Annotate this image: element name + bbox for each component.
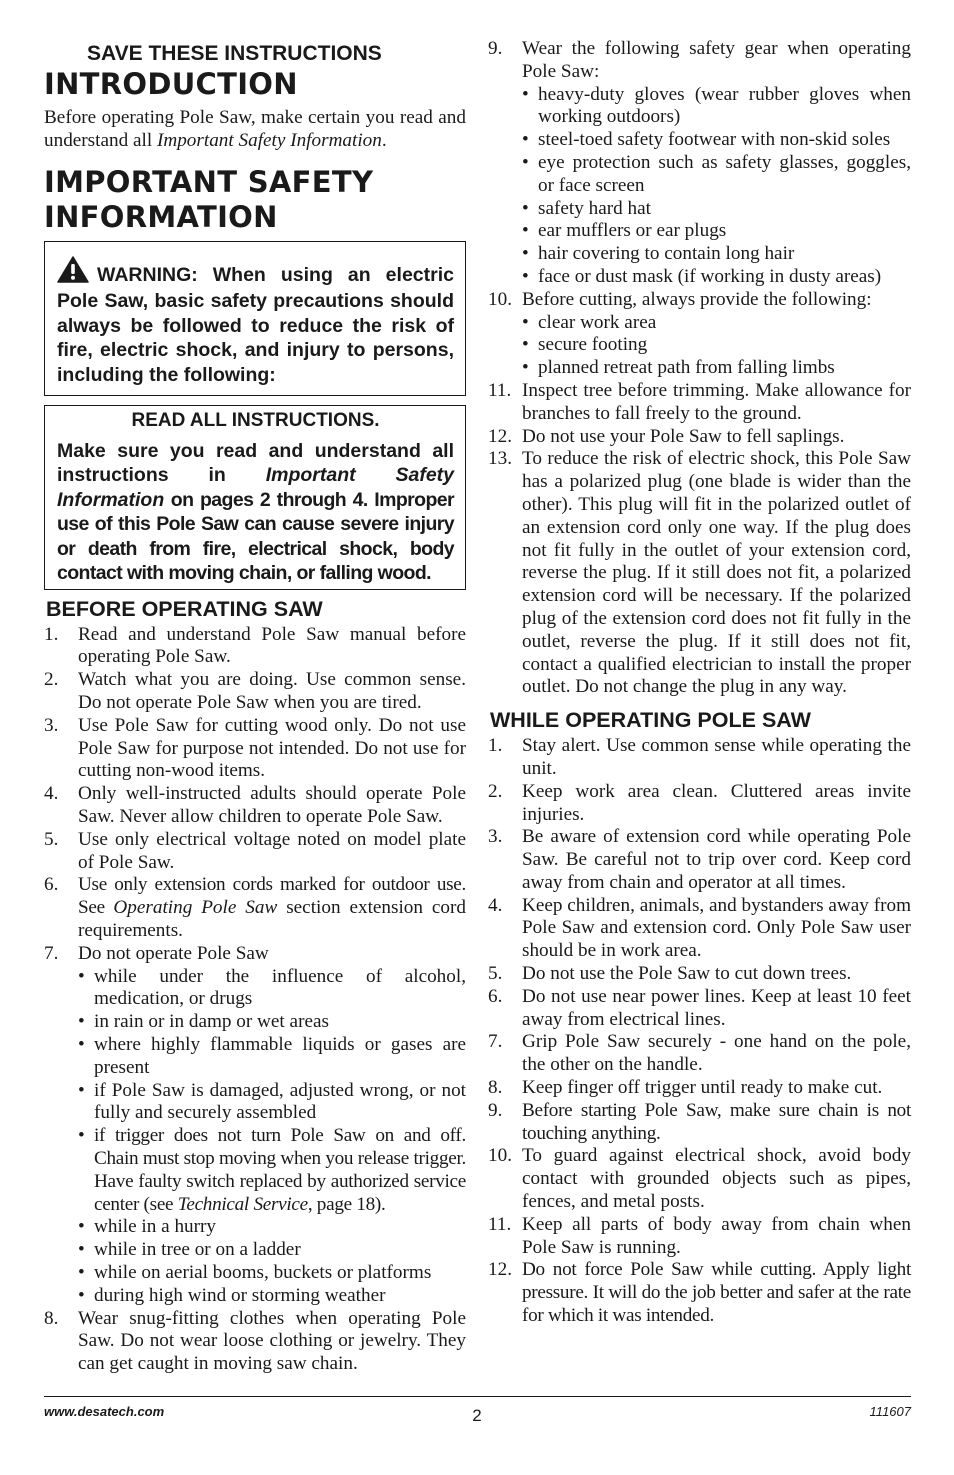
item-number: 10. (488, 288, 512, 310)
safety-title-line1: IMPORTANT SAFETY (44, 164, 374, 199)
bullet-text: if trigger does not turn Pole Saw on and off. Chain must stop moving when you release trigger. Have faulty switch replaced by authorized service center (see (94, 1125, 466, 1215)
item-number: 5. (44, 828, 59, 850)
item-text: Keep children, animals, and bystanders away from Pole Saw and extension cord. Only Pole Saw user should be in work area. (522, 894, 911, 962)
item-number: 12. (488, 1259, 512, 1281)
bullet-item: • while in tree or on a ladder (78, 1239, 466, 1262)
list-item (488, 1145, 911, 1213)
list-item (44, 715, 466, 783)
before-operating-list (44, 624, 466, 1376)
item-text-end: section extension cord requirements. (78, 897, 466, 941)
bullet-list (522, 84, 911, 289)
bullet-item: • heavy-duty gloves (wear rubber gloves when working outdoors) (522, 84, 911, 130)
item-text: Keep finger off trigger until ready to make cut. (522, 1077, 883, 1099)
item-number: 8. (44, 1307, 59, 1329)
list-item (488, 826, 911, 894)
item-number: 8. (488, 1077, 503, 1099)
bullet-list (78, 966, 466, 1308)
item-text: Do not use your Pole Saw to fell saplings. (522, 425, 845, 447)
item-number: 2. (488, 780, 503, 802)
item-text: Do not use near power lines. Keep at least 10 feet away from electrical lines. (522, 985, 911, 1030)
bullet-item: • hair covering to contain long hair (522, 243, 911, 266)
item-text-italic: Operating Pole Saw (113, 897, 278, 919)
item-number: 11. (488, 1213, 512, 1235)
item-number: 1. (488, 735, 503, 757)
list-item (488, 1259, 911, 1327)
bullet-item: • eye protection such as safety glasses, goggles, or face screen (522, 152, 911, 198)
item-number: 3. (488, 826, 503, 848)
item-text: Watch what you are doing. Use common sense. Do not operate Pole Saw when you are tired. (78, 669, 466, 713)
list-item (488, 735, 911, 781)
warning-triangle-icon (57, 256, 89, 290)
item-text: Before starting Pole Saw, make sure chain is not touching anything. (522, 1099, 911, 1144)
bullet-item: • steel-toed safety footwear with non-skid soles (522, 129, 911, 152)
item-number: 6. (44, 874, 59, 896)
bullet-item: • while under the influence of alcohol, medication, or drugs (78, 966, 466, 1012)
list-item (488, 1100, 911, 1146)
while-operating-list (488, 735, 911, 1328)
item-number: 10. (488, 1145, 512, 1167)
item-text: Inspect tree before trimming. Make allowance for branches to fall freely to the ground. (522, 379, 911, 424)
while-operating-heading: WHILE OPERATING POLE SAW (490, 708, 811, 733)
bullet-item: • where highly flammable liquids or gases are present (78, 1034, 466, 1080)
bullet-item: • clear work area (522, 312, 911, 335)
bullet-item: • face or dust mask (if working in dusty areas) (522, 266, 911, 289)
bullet-item: • if Pole Saw is damaged, adjusted wrong, or not fully and securely assembled (78, 1080, 466, 1126)
list-item (488, 1031, 911, 1077)
item-text: Before cutting, always provide the following: (522, 288, 872, 310)
read-text-end: on pages 2 through 4. Improper use of this Pole Saw can cause severe injury or death from fire, electrical shock, body contact with moving chain, or falling wood. (57, 488, 454, 585)
before-operating-list-continued (488, 38, 911, 699)
footer-code: 111607 (869, 1404, 911, 1419)
list-item (44, 874, 466, 942)
page-number: 2 (472, 1406, 482, 1425)
bullet-item: • during high wind or storming weather (78, 1285, 466, 1308)
list-item (488, 1214, 911, 1260)
introduction-text (44, 107, 466, 153)
list-item (488, 38, 911, 289)
list-item (488, 1077, 911, 1100)
list-item (488, 963, 911, 986)
item-text: Stay alert. Use common sense while operating the unit. (522, 735, 911, 779)
bullet-item: • while in a hurry (78, 1216, 466, 1239)
item-text: To reduce the risk of electric shock, this Pole Saw has a polarized plug (one blade is wider than the other). This plug will fit in the polarized outlet of an extension cord only one way. If the plug does not fit fully in the outlet of your extension cord, reverse the plug. If it still does not fit, a polarized extension cord will be necessary. If the polarized plug of the extension cord does not fit fully in the outlet, reverse the plug. If it still does not fit, contact a qualified electrician to install the proper outlet. Do not change the plug in any way. (522, 448, 911, 698)
read-instructions-text (57, 439, 454, 586)
item-number: 12. (488, 425, 512, 447)
item-text: Use only electrical voltage noted on model plate of Pole Saw. (78, 828, 466, 873)
item-number: 11. (488, 379, 512, 401)
item-text: Keep work area clean. Cluttered areas invite injuries. (522, 780, 911, 825)
introduction-title: INTRODUCTION (44, 67, 298, 101)
list-item (488, 289, 911, 380)
list-item (44, 669, 466, 715)
bullet-item (78, 1125, 466, 1216)
item-text: Grip Pole Saw securely - one hand on the pole, the other on the handle. (522, 1031, 911, 1076)
intro-text-italic: Important Safety Information (156, 129, 382, 151)
item-number: 7. (44, 942, 59, 964)
item-text: Do not use the Pole Saw to cut down trees. (522, 963, 852, 985)
read-instructions-title: READ ALL INSTRUCTIONS. (131, 410, 380, 432)
item-text: Read and understand Pole Saw manual before operating Pole Saw. (78, 623, 466, 668)
list-item (44, 624, 466, 670)
list-item (44, 1308, 466, 1376)
intro-text-part: Before operating Pole Saw, make certain you read and understand all (44, 107, 466, 151)
list-item (44, 783, 466, 829)
item-text: To guard against electrical shock, avoid body contact with grounded objects such as pipes, fences, and metal posts. (522, 1145, 911, 1213)
item-text: Keep all parts of body away from chain when Pole Saw is running. (522, 1213, 911, 1258)
item-number: 1. (44, 623, 59, 645)
bullet-item: • in rain or in damp or wet areas (78, 1011, 466, 1034)
warning-text: WARNING: When using an electric Pole Saw, basic safety precautions should always be followed to reduce the risk of fire, electric shock, and injury to persons, including the following: (57, 263, 454, 386)
item-text: Wear snug-fitting clothes when operating Pole Saw. Do not wear loose clothing or jewelry. They can get caught in moving saw chain. (78, 1307, 466, 1375)
save-instructions-heading: SAVE THESE INSTRUCTIONS (87, 42, 382, 65)
item-number: 2. (44, 669, 59, 691)
list-item (44, 943, 466, 1308)
item-number: 9. (488, 38, 503, 59)
item-number: 5. (488, 963, 503, 985)
list-item (488, 895, 911, 963)
list-item (44, 829, 466, 875)
item-text: Use Pole Saw for cutting wood only. Do not use Pole Saw for purpose not intended. Do not use for cutting non-wood items. (78, 714, 466, 782)
safety-title-line2: INFORMATION (44, 199, 278, 234)
item-text: Use only extension cords marked for outdoor use. See (78, 874, 466, 919)
item-number: 9. (488, 1099, 503, 1121)
read-text-italic: Important Safety Information (57, 464, 455, 511)
list-item (488, 448, 911, 699)
right-column (488, 38, 911, 1328)
list-item (488, 986, 911, 1032)
bullet-text-end: , page 18). (307, 1193, 386, 1215)
read-text-part: Make sure you read and understand all instructions in (57, 439, 454, 487)
item-number: 13. (488, 448, 512, 470)
item-text: Do not operate Pole Saw (78, 942, 269, 964)
before-operating-heading: BEFORE OPERATING SAW (46, 596, 323, 621)
bullet-item: • safety hard hat (522, 198, 911, 221)
item-number: 4. (44, 783, 59, 805)
list-item (488, 426, 911, 449)
item-text: Be aware of extension cord while operating Pole Saw. Be careful not to trip over cord. Keep cord away from chain and operator at all times. (522, 826, 911, 893)
item-number: 3. (44, 714, 59, 736)
item-number: 6. (488, 985, 503, 1007)
bullet-item: • planned retreat path from falling limbs (522, 357, 911, 380)
footer-divider (44, 1396, 911, 1397)
bullet-item: • ear mufflers or ear plugs (522, 220, 911, 243)
item-text: Only well-instructed adults should operate Pole Saw. Never allow children to operate Pole Saw. (78, 783, 466, 827)
read-instructions-box (44, 405, 466, 590)
safety-title (44, 165, 466, 235)
bullet-list (522, 312, 911, 380)
bullet-text-italic: Technical Service (177, 1193, 308, 1215)
bullet-item: • while on aerial booms, buckets or platforms (78, 1262, 466, 1285)
left-column (44, 38, 466, 1376)
warning-box (44, 241, 466, 397)
list-item (488, 781, 911, 827)
list-item (488, 380, 911, 426)
intro-text-end: . (381, 129, 387, 151)
item-number: 4. (488, 894, 503, 916)
bullet-item: • secure footing (522, 334, 911, 357)
item-text: Do not force Pole Saw while cutting. Apply light pressure. It will do the job better and safer at the rate for which it was intended. (522, 1259, 911, 1327)
item-number: 7. (488, 1031, 503, 1053)
footer-url: www.desatech.com (44, 1404, 165, 1419)
item-text: Wear the following safety gear when operating Pole Saw: (522, 38, 911, 82)
